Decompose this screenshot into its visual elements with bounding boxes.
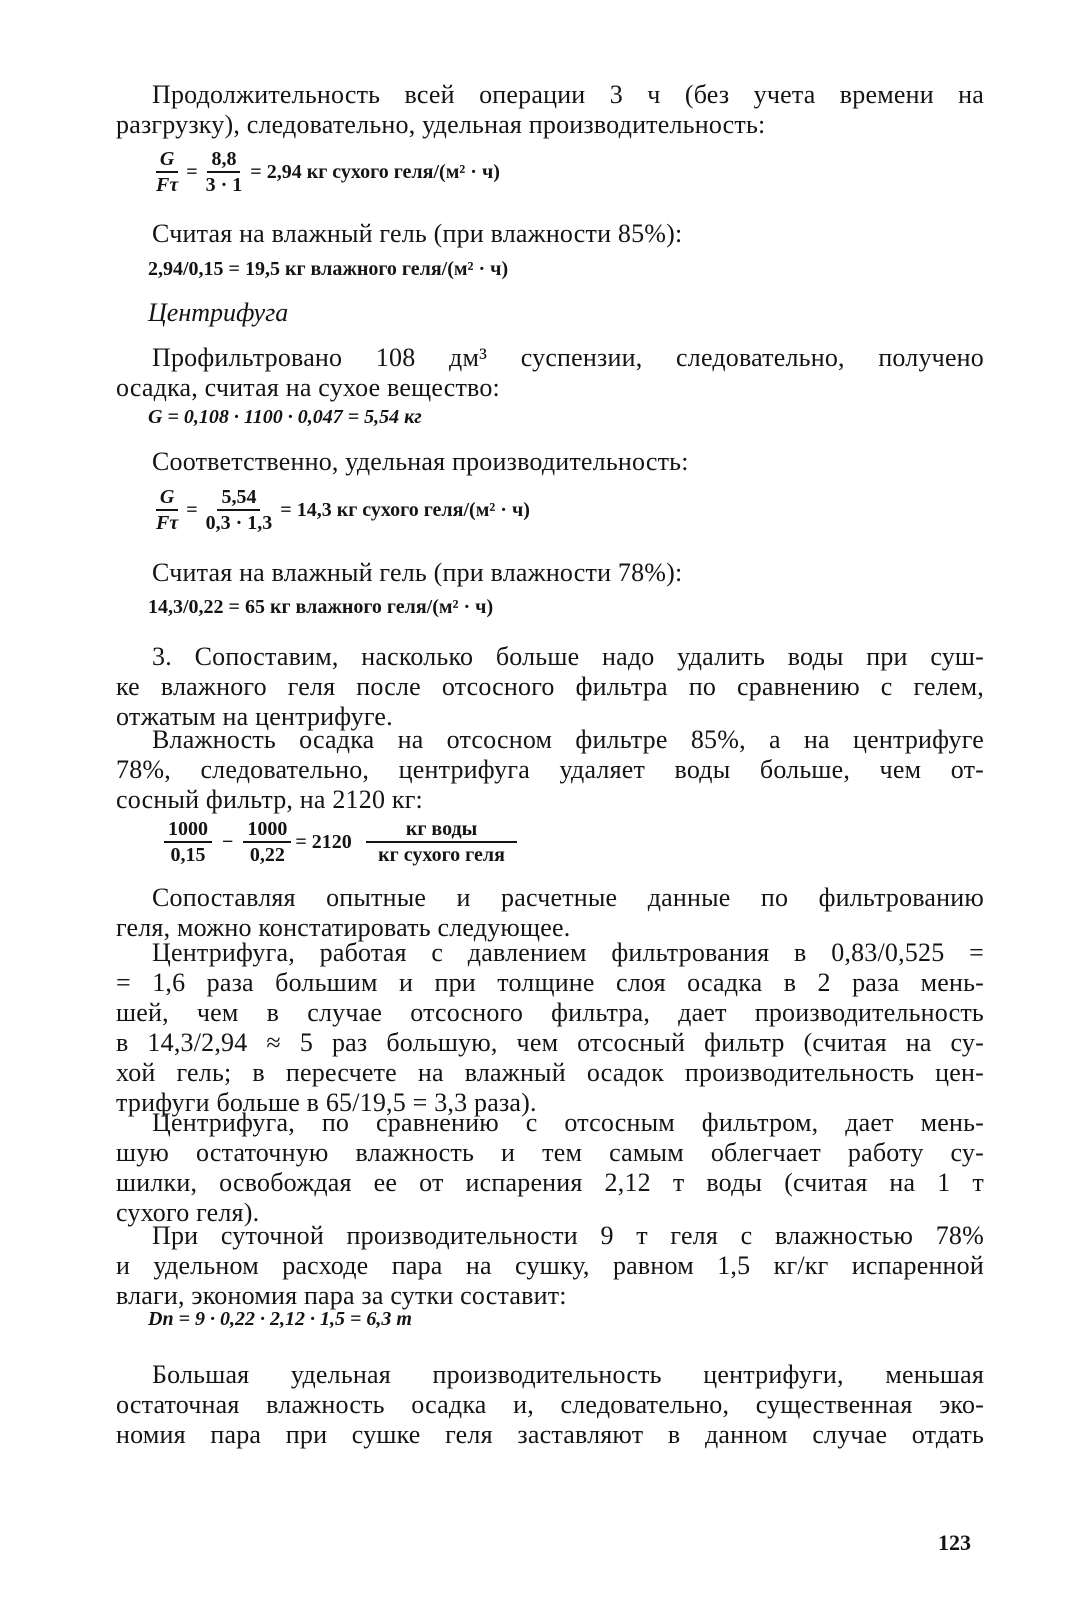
text-line: хой гель; в пересчете на влажный осадок производительность цен- (116, 1058, 984, 1087)
text-line: сухого геля). (116, 1198, 260, 1227)
text-line: в 14,3/2,94 ≈ 5 раз большую, чем отсосный фильтр (считая на су- (116, 1028, 984, 1057)
text-line: шую остаточную влажность и тем самым облегчает работу су- (116, 1138, 984, 1167)
equals-sign: = (186, 498, 198, 521)
paragraph-final (116, 1360, 984, 1450)
text-line: разгрузку), следовательно, удельная производительность: (116, 110, 766, 139)
text-line: Большая удельная производительность центрифуги, меньшая (152, 1360, 984, 1389)
text-line: При суточной производительности 9 т геля с влажностью 78% (152, 1221, 984, 1250)
paragraph-compare-water (116, 642, 984, 732)
paragraph-moisture (116, 725, 984, 815)
text-line: остаточная влажность осадка и, следовательно, существенная эко- (116, 1390, 984, 1419)
paragraph-centrifuge-pressure (116, 938, 984, 1118)
paragraph-filtered (116, 343, 984, 403)
text-line: осадка, считая на сухое вещество: (116, 373, 500, 402)
text-line: шилки, освобождая ее от испарения 2,12 т воды (считая на 1 т (116, 1168, 984, 1197)
paragraph-daily-productivity (116, 1221, 984, 1311)
fraction-1000-015: $\frac{1000}{0,15}$ (164, 818, 212, 866)
minus-sign: − (222, 830, 234, 853)
text-line: и удельном расходе пара на сушку, равном 1,5 кг/кг испаренной (116, 1251, 984, 1280)
text-line: = 1,6 раза большим и при толщине слоя осадка в 2 раза мень- (116, 968, 984, 997)
section-heading-centrifuge: Центрифуга (148, 298, 289, 327)
text-line: влаги, экономия пара за сутки составит: (116, 1281, 567, 1310)
fraction-1000-022: $\frac{1000}{0,22}$ (243, 818, 291, 866)
formula-sediment-mass: G = 0,108 · 1100 · 0,047 = 5,54 кг (148, 406, 422, 428)
text-line: сосный фильтр, на 2120 кг: (116, 785, 423, 814)
formula-wet-gel-filter: 2,94/0,15 = 19,5 кг влажного геля/(м² · ч) (148, 258, 509, 280)
text-line: номия пара при сушке геля заставляют в данном случае отдать (116, 1420, 984, 1449)
formula-wet-gel-centrifuge: 14,3/0,22 = 65 кг влажного геля/(м² · ч) (148, 596, 494, 618)
text-line: трифуги больше в 65/19,5 = 3,3 раза). (116, 1088, 537, 1117)
text-line: 78%, следовательно, центрифуга удаляет воды больше, чем от- (116, 755, 984, 784)
formula-steam-savings: Dп = 9 · 0,22 · 2,12 · 1,5 = 6,3 т (148, 1308, 412, 1330)
text-line: 3. Сопоставим, насколько больше надо удалить воды при суш- (152, 642, 984, 671)
text-line: отжатым на центрифуге. (116, 702, 393, 731)
fraction-value: $\frac{5,54}{0,3 \cdot 1,3}$ (205, 486, 273, 534)
equals-sign: = (186, 160, 198, 183)
paragraph-residual-moisture (116, 1108, 984, 1228)
text-line: Профильтровано 108 дм³ суспензии, следовательно, получено (152, 343, 984, 372)
text-line: Продолжительность всей операции 3 ч (без учета времени на (152, 80, 984, 109)
paragraph-wet-gel-85: Считая на влажный гель (при влажности 85%): (152, 219, 683, 248)
formula-specific-productivity-filter (148, 148, 500, 196)
fraction-units: $\frac{\text{кг воды}}{\text{кг сухого геля}}$ (366, 818, 517, 866)
text-line: шей, чем в случае отсосного фильтра, дает производительность (116, 998, 984, 1027)
text-line: Сопоставляя опытные и расчетные данные по фильтрованию (152, 883, 984, 912)
text-line: Влажность осадка на отсосном фильтре 85%, а на центрифуге (152, 725, 984, 754)
text-line: ке влажного геля после отсосного фильтра по сравнению с гелем, (116, 672, 984, 701)
paragraph-accordingly: Соответственно, удельная производительность: (152, 447, 689, 476)
formula-water-difference (160, 818, 521, 866)
page-number: 123 (938, 1530, 971, 1555)
formula-result: = 2,94 кг сухого геля/(м² · ч) (250, 160, 500, 183)
formula-specific-productivity-centrifuge (148, 486, 530, 534)
formula-result: = 14,3 кг сухого геля/(м² · ч) (280, 498, 530, 521)
text-line: Центрифуга, по сравнению с отсосным фильтром, дает мень- (152, 1108, 984, 1137)
paragraph-conclusion-intro (116, 883, 984, 943)
fraction-value: $\frac{8,8}{3 \cdot 1}$ (205, 148, 243, 196)
fraction-g-over-ftau: $\frac{G}{F\tau}$ (156, 486, 179, 534)
formula-result: = 2120 (295, 830, 352, 853)
text-line: Центрифуга, работая с давлением фильтрования в 0,83/0,525 = (152, 938, 984, 967)
text-line: геля, можно констатировать следующее. (116, 913, 571, 942)
paragraph-wet-gel-78: Считая на влажный гель (при влажности 78%): (152, 558, 683, 587)
paragraph-duration (116, 80, 984, 140)
fraction-g-over-ftau: $\frac{G}{F\tau}$ (156, 148, 179, 196)
